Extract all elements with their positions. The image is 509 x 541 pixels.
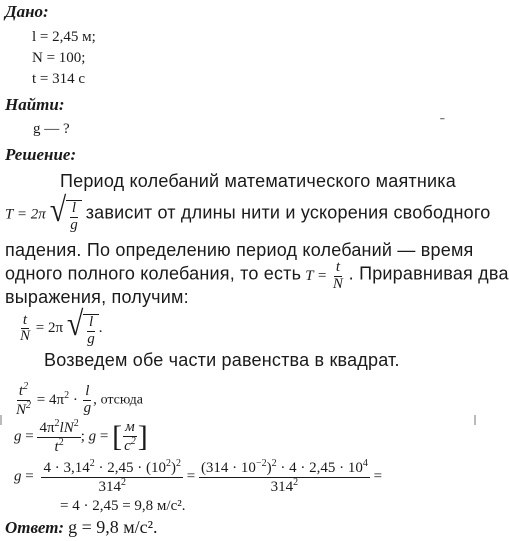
- find-heading: Найти:: [5, 95, 65, 114]
- period-definition: T = $\frac{t}{N}$: [305, 259, 343, 292]
- given-length: l = 2,45 м;: [32, 29, 96, 45]
- solution-line-2: [5, 190, 491, 234]
- result-line: = 4 · 2,45 = 9,8 м/с².: [60, 498, 186, 514]
- numeric-evaluation: g = $\frac{4 \cdot 3,14^2 \cdot 2,45 \cdot (10^2)^2}{314^2}$ = $\frac{(314 \cdot 10^{-2})^2 \cdot 4 \cdot 2,45 \cdot 10^4}{314^2}$ =: [14, 458, 383, 495]
- page-edge-mark-right: [474, 415, 476, 425]
- dash-mark: ˉ: [440, 116, 445, 131]
- solution-line-5: выражения, получим:: [5, 287, 189, 307]
- frac-l: l: [71, 200, 77, 216]
- answer-value: g = 9,8 м/с².: [68, 517, 158, 537]
- given-heading: Дано:: [5, 2, 49, 21]
- solution-line-3: падения. По определению период колебаний — время: [5, 240, 474, 260]
- equated-formula: $\frac{t}{N}$ = 2π √ $\frac{l}{g}$ .: [20, 304, 103, 347]
- period-formula-lhs: T = 2π: [5, 206, 46, 223]
- squared-equation: $\frac{t^2}{N^2}$ = $4\pi^2$ · $\frac{l}{g}$ , отсюда: [16, 381, 143, 418]
- frac-g: g: [70, 216, 78, 233]
- find-g: g — ?: [33, 121, 70, 137]
- answer: [5, 517, 158, 538]
- given-count: N = 100;: [32, 50, 86, 66]
- solution-line-2-text: зависит от длины нити и ускорения свободного: [85, 202, 491, 223]
- units-bracket: [ $\frac{м}{с^2}$ ]: [112, 419, 148, 454]
- answer-label: Ответ:: [5, 518, 65, 537]
- g-expression: g = $\frac{4\pi^2lN^2}{t^2}$ ; g = [ $\frac{м}{с^2}$ ]: [14, 418, 148, 455]
- given-time: t = 314 с: [32, 71, 86, 87]
- square-both-sides: Возведем обе части равенства в квадрат.: [44, 350, 400, 370]
- solution-line-1: Период колебаний математического маятника: [60, 171, 456, 191]
- solution-heading: Решение:: [5, 145, 77, 164]
- solution-line-4-tail: . Приравнивая два: [348, 263, 509, 284]
- page-edge-mark-left: [0, 415, 2, 425]
- sqrt-l-over-g: √ $\frac{l}{g}$: [50, 196, 82, 234]
- hence-word: отсюда: [100, 392, 143, 408]
- solution-line-4-text: одного полного колебания, то есть: [5, 263, 302, 284]
